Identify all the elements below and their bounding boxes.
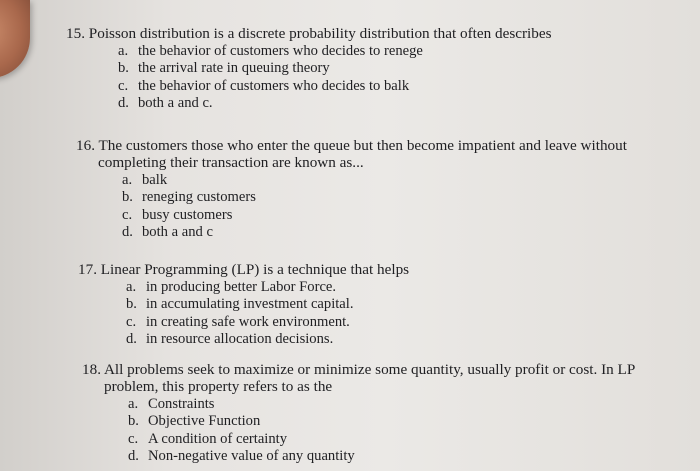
option-d [126,331,409,348]
option-letter: b. [118,60,129,77]
option-text: the behavior of customers who decides to balk [138,77,410,94]
option-text: in producing better Labor Force. [146,279,337,295]
question-text: All problems seek to maximize or minimize some quantity, usually profit or cost. In LP [103,361,636,378]
option-text: in accumulating investment capital. [146,296,354,313]
option-d [128,448,635,465]
question-16 [76,137,627,241]
option-letter: d. [126,330,137,347]
options-list [126,279,409,348]
option-a [128,396,635,413]
option-c [118,78,552,95]
option-letter: c. [128,430,139,447]
option-text: Non-negative value of any quantity [148,447,355,464]
option-b [128,413,635,430]
options-list [128,396,635,465]
option-a [126,279,409,296]
option-letter: a. [126,279,137,295]
option-b [122,189,627,206]
question-stem [82,361,635,378]
question-number: 15. [66,25,85,42]
option-text: busy customers [142,206,233,223]
option-letter: a. [118,43,129,59]
option-c [126,314,409,331]
option-b [118,60,552,77]
option-letter: c. [126,313,137,330]
option-text: the arrival rate in queuing theory [138,60,330,77]
options-list [122,172,627,241]
option-letter: b. [126,296,137,313]
question-text-continued: completing their transaction are known as... [98,154,364,171]
option-a [122,172,627,189]
option-d [118,95,552,112]
option-text: in creating safe work environment. [146,313,350,330]
question-18 [82,361,635,465]
option-letter: d. [122,223,133,240]
option-text: both a and c. [138,94,213,111]
question-text: Poisson distribution is a discrete probability distribution that often describes [88,25,552,42]
question-17 [78,261,409,348]
question-stem [78,261,409,278]
question-text: The customers those who enter the queue but then become impatient and leave without [98,137,627,154]
option-text: balk [142,172,168,188]
option-text: A condition of certainty [148,430,288,447]
option-letter: a. [128,396,139,412]
option-letter: b. [128,413,139,430]
option-a [118,43,552,60]
question-text: Linear Programming (LP) is a technique that helps [100,261,410,278]
option-text: Constraints [148,396,215,412]
option-letter: c. [122,206,133,223]
option-letter: c. [118,77,129,94]
option-letter: b. [122,189,133,206]
option-text: the behavior of customers who decides to renege [138,43,423,59]
question-stem [76,137,627,154]
option-b [126,296,409,313]
option-text: Objective Function [148,413,261,430]
question-text-continued: problem, this property refers to as the [104,378,333,395]
question-number: 16. [76,137,95,154]
options-list [118,43,552,112]
option-d [122,224,627,241]
question-number: 18. [82,361,101,378]
option-c [122,207,627,224]
option-letter: d. [118,94,129,111]
option-c [128,431,635,448]
option-letter: a. [122,172,133,188]
option-text: both a and c [142,223,213,240]
option-text: reneging customers [142,189,256,206]
question-stem [66,25,552,42]
option-letter: d. [128,447,139,464]
question-number: 17. [78,261,97,278]
option-text: in resource allocation decisions. [146,330,334,347]
question-15 [66,25,552,112]
